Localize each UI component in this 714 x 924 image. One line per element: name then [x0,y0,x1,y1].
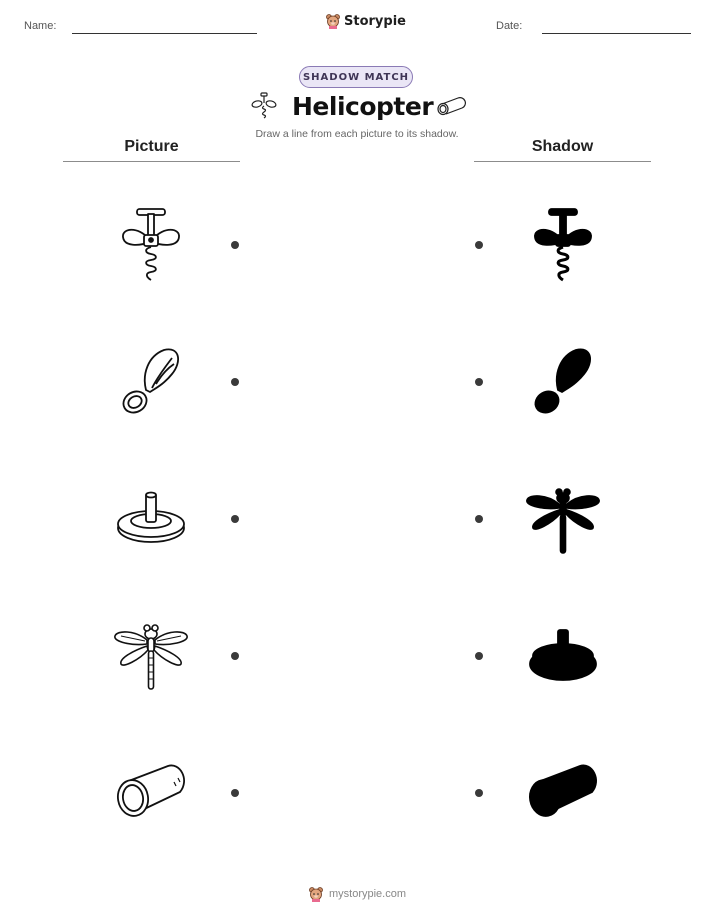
picture-column-underline [63,161,240,162]
instruction-text: Draw a line from each picture to its shadow. [255,128,459,140]
activity-badge: SHADOW MATCH [299,66,413,88]
shadow-dot-4[interactable] [475,652,483,660]
brand-name: Storypie [344,13,406,29]
shadow-dot-5[interactable] [475,789,483,797]
title-corkscrew-icon [251,92,277,122]
corkscrew-icon[interactable] [118,206,184,284]
tube-shadow-icon[interactable] [526,762,600,822]
bear-icon [325,13,341,29]
picture-column-heading: Picture [124,138,179,155]
shadow-dot-1[interactable] [475,241,483,249]
corkscrew-shadow-icon[interactable] [530,206,596,284]
maple-seed-shadow-icon[interactable] [530,344,596,422]
dragonfly-icon[interactable] [113,620,189,692]
date-label: Date: [496,20,523,32]
footer [0,886,714,902]
spinning-top-icon[interactable] [116,490,186,548]
picture-dot-3[interactable] [231,515,239,523]
brand-logo [325,13,406,29]
footer-url[interactable]: mystorypie.com [328,888,407,900]
title-tube-icon [436,96,466,118]
worksheet-title: Helicopter [292,92,434,121]
shadow-dot-3[interactable] [475,515,483,523]
picture-dot-5[interactable] [231,789,239,797]
shadow-column-underline [474,161,651,162]
name-label: Name: [24,20,57,32]
picture-dot-2[interactable] [231,378,239,386]
picture-dot-4[interactable] [231,652,239,660]
dragonfly-shadow-icon[interactable] [525,484,601,556]
maple-seed-icon[interactable] [118,344,184,422]
tube-icon[interactable] [114,762,188,822]
bear-icon [308,886,324,902]
date-line[interactable] [542,33,691,34]
shadow-column-heading: Shadow [531,138,594,155]
shadow-dot-2[interactable] [475,378,483,386]
name-line[interactable] [72,33,257,34]
picture-dot-1[interactable] [231,241,239,249]
spinning-top-shadow-icon[interactable] [527,626,599,684]
